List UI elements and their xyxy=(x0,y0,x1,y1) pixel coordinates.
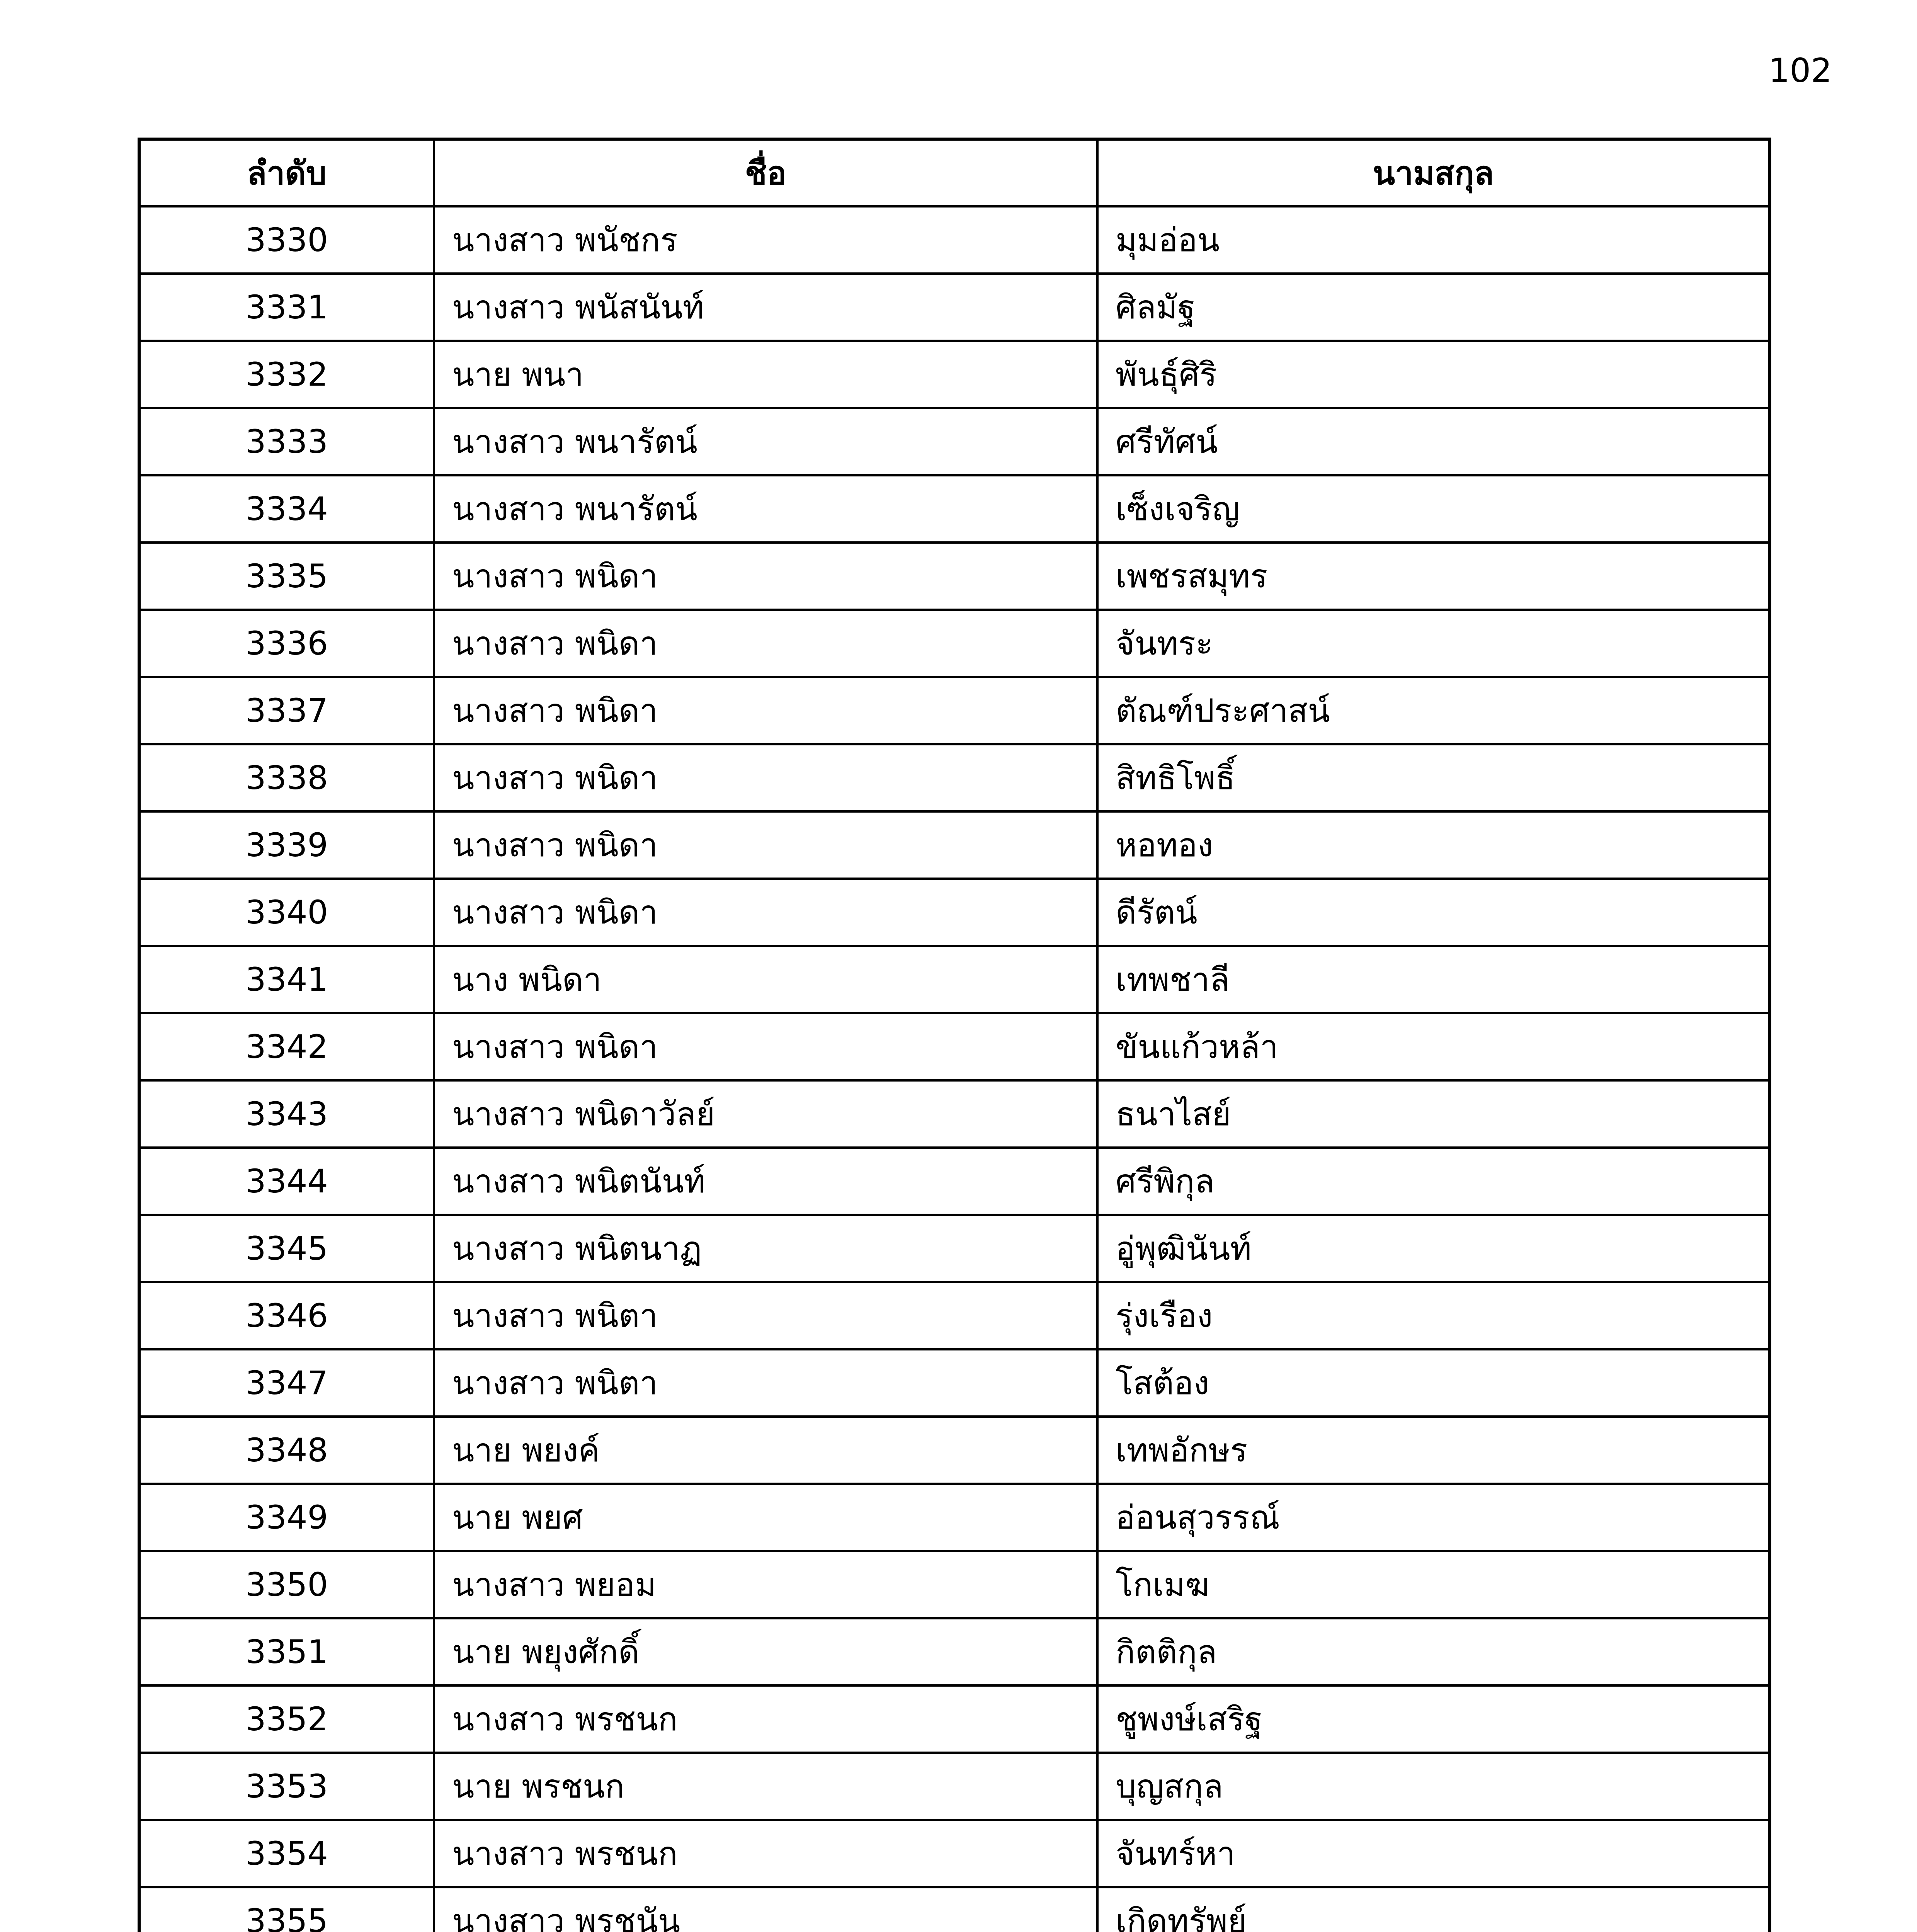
surname-cell: ธนาไสย์ xyxy=(1097,1080,1770,1148)
table-row xyxy=(139,1417,1770,1484)
surname-cell: มุมอ่อน xyxy=(1097,206,1770,274)
table-row xyxy=(139,1013,1770,1080)
surname-cell: ชูพงษ์เสริฐ xyxy=(1097,1685,1770,1753)
surname-cell: เพชรสมุทร xyxy=(1097,543,1770,610)
page-number: 102 xyxy=(1768,51,1832,90)
name-cell: นางสาว พนิดา xyxy=(434,610,1097,677)
table-row xyxy=(139,1618,1770,1685)
surname-cell: บุญสกุล xyxy=(1097,1753,1770,1820)
surname-cell: เทพชาลี xyxy=(1097,946,1770,1013)
name-cell: นางสาว พรชนก xyxy=(434,1820,1097,1887)
order-cell: 3333 xyxy=(139,408,434,475)
order-cell: 3354 xyxy=(139,1820,434,1887)
table-row xyxy=(139,1282,1770,1349)
surname-cell: รุ่งเรือง xyxy=(1097,1282,1770,1349)
surname-cell: ศิลมัฐ xyxy=(1097,274,1770,341)
order-cell: 3332 xyxy=(139,341,434,408)
name-cell: นางสาว พนิดา xyxy=(434,677,1097,744)
surname-cell: ดีรัตน์ xyxy=(1097,879,1770,946)
surname-cell: ศรีทัศน์ xyxy=(1097,408,1770,475)
order-cell: 3351 xyxy=(139,1618,434,1685)
name-cell: นางสาว พนัชกร xyxy=(434,206,1097,274)
table-row xyxy=(139,274,1770,341)
name-cell: นางสาว พนิดา xyxy=(434,543,1097,610)
name-list-table xyxy=(138,138,1771,1932)
name-cell: นางสาว พนิดา xyxy=(434,1013,1097,1080)
table-row xyxy=(139,1349,1770,1417)
order-cell: 3347 xyxy=(139,1349,434,1417)
table-row xyxy=(139,1215,1770,1282)
table-row xyxy=(139,475,1770,543)
order-cell: 3342 xyxy=(139,1013,434,1080)
name-cell: นางสาว พยอม xyxy=(434,1551,1097,1618)
table-row xyxy=(139,946,1770,1013)
order-cell: 3352 xyxy=(139,1685,434,1753)
surname-cell: เกิดทรัพย์ xyxy=(1097,1887,1770,1932)
name-cell: นางสาว พนิดาวัลย์ xyxy=(434,1080,1097,1148)
surname-cell: โสต้อง xyxy=(1097,1349,1770,1417)
order-cell: 3349 xyxy=(139,1484,434,1551)
table-row xyxy=(139,744,1770,811)
surname-cell: หอทอง xyxy=(1097,811,1770,879)
name-cell: นางสาว พนิตนาฏ xyxy=(434,1215,1097,1282)
table-row xyxy=(139,610,1770,677)
name-cell: นาย พยศ xyxy=(434,1484,1097,1551)
order-cell: 3330 xyxy=(139,206,434,274)
name-cell: นางสาว พนิดา xyxy=(434,811,1097,879)
order-cell: 3350 xyxy=(139,1551,434,1618)
name-cell: นางสาว พนิดา xyxy=(434,879,1097,946)
name-cell: นางสาว พนิตา xyxy=(434,1349,1097,1417)
table-row xyxy=(139,206,1770,274)
surname-cell: เทพอักษร xyxy=(1097,1417,1770,1484)
order-cell: 3345 xyxy=(139,1215,434,1282)
surname-cell: กิตติกุล xyxy=(1097,1618,1770,1685)
surname-cell: เซ็งเจริญ xyxy=(1097,475,1770,543)
table-row xyxy=(139,811,1770,879)
table-row xyxy=(139,1887,1770,1932)
table-row xyxy=(139,1685,1770,1753)
surname-cell: อู่พุฒินันท์ xyxy=(1097,1215,1770,1282)
table-row xyxy=(139,677,1770,744)
name-cell: นาย พนา xyxy=(434,341,1097,408)
surname-cell: จันทร์หา xyxy=(1097,1820,1770,1887)
name-cell: นางสาว พนิดา xyxy=(434,744,1097,811)
name-cell: นางสาว พนิตนันท์ xyxy=(434,1148,1097,1215)
order-cell: 3336 xyxy=(139,610,434,677)
order-cell: 3355 xyxy=(139,1887,434,1932)
name-cell: นางสาว พนารัตน์ xyxy=(434,475,1097,543)
name-cell: นาย พยุงศักดิ์ xyxy=(434,1618,1097,1685)
surname-cell: ขันแก้วหล้า xyxy=(1097,1013,1770,1080)
order-cell: 3353 xyxy=(139,1753,434,1820)
table-row xyxy=(139,1753,1770,1820)
order-cell: 3344 xyxy=(139,1148,434,1215)
order-cell: 3346 xyxy=(139,1282,434,1349)
surname-cell: จันทระ xyxy=(1097,610,1770,677)
name-cell: นาย พรชนก xyxy=(434,1753,1097,1820)
table-row xyxy=(139,879,1770,946)
table-row xyxy=(139,408,1770,475)
column-header-name: ชื่อ xyxy=(434,139,1097,206)
surname-cell: พันธุ์ศิริ xyxy=(1097,341,1770,408)
order-cell: 3348 xyxy=(139,1417,434,1484)
name-cell: นางสาว พรชนัน xyxy=(434,1887,1097,1932)
name-cell: นางสาว พนิตา xyxy=(434,1282,1097,1349)
table-row xyxy=(139,1080,1770,1148)
order-cell: 3335 xyxy=(139,543,434,610)
surname-cell: ตัณฑ์ประศาสน์ xyxy=(1097,677,1770,744)
table-row xyxy=(139,1820,1770,1887)
column-header-surname: นามสกุล xyxy=(1097,139,1770,206)
table-row xyxy=(139,1484,1770,1551)
order-cell: 3339 xyxy=(139,811,434,879)
order-cell: 3331 xyxy=(139,274,434,341)
surname-cell: ศรีพิกุล xyxy=(1097,1148,1770,1215)
order-cell: 3338 xyxy=(139,744,434,811)
order-cell: 3340 xyxy=(139,879,434,946)
table-row xyxy=(139,1551,1770,1618)
order-cell: 3341 xyxy=(139,946,434,1013)
name-cell: นาย พยงค์ xyxy=(434,1417,1097,1484)
table-row xyxy=(139,341,1770,408)
surname-cell: สิทธิโพธิ์ xyxy=(1097,744,1770,811)
table-header-row xyxy=(139,139,1770,206)
table-row xyxy=(139,543,1770,610)
surname-cell: อ่อนสุวรรณ์ xyxy=(1097,1484,1770,1551)
order-cell: 3343 xyxy=(139,1080,434,1148)
name-cell: นางสาว พรชนก xyxy=(434,1685,1097,1753)
order-cell: 3334 xyxy=(139,475,434,543)
name-cell: นาง พนิดา xyxy=(434,946,1097,1013)
surname-cell: โกเมฆ xyxy=(1097,1551,1770,1618)
table-row xyxy=(139,1148,1770,1215)
order-cell: 3337 xyxy=(139,677,434,744)
column-header-order: ลำดับ xyxy=(139,139,434,206)
name-cell: นางสาว พนัสนันท์ xyxy=(434,274,1097,341)
name-cell: นางสาว พนารัตน์ xyxy=(434,408,1097,475)
